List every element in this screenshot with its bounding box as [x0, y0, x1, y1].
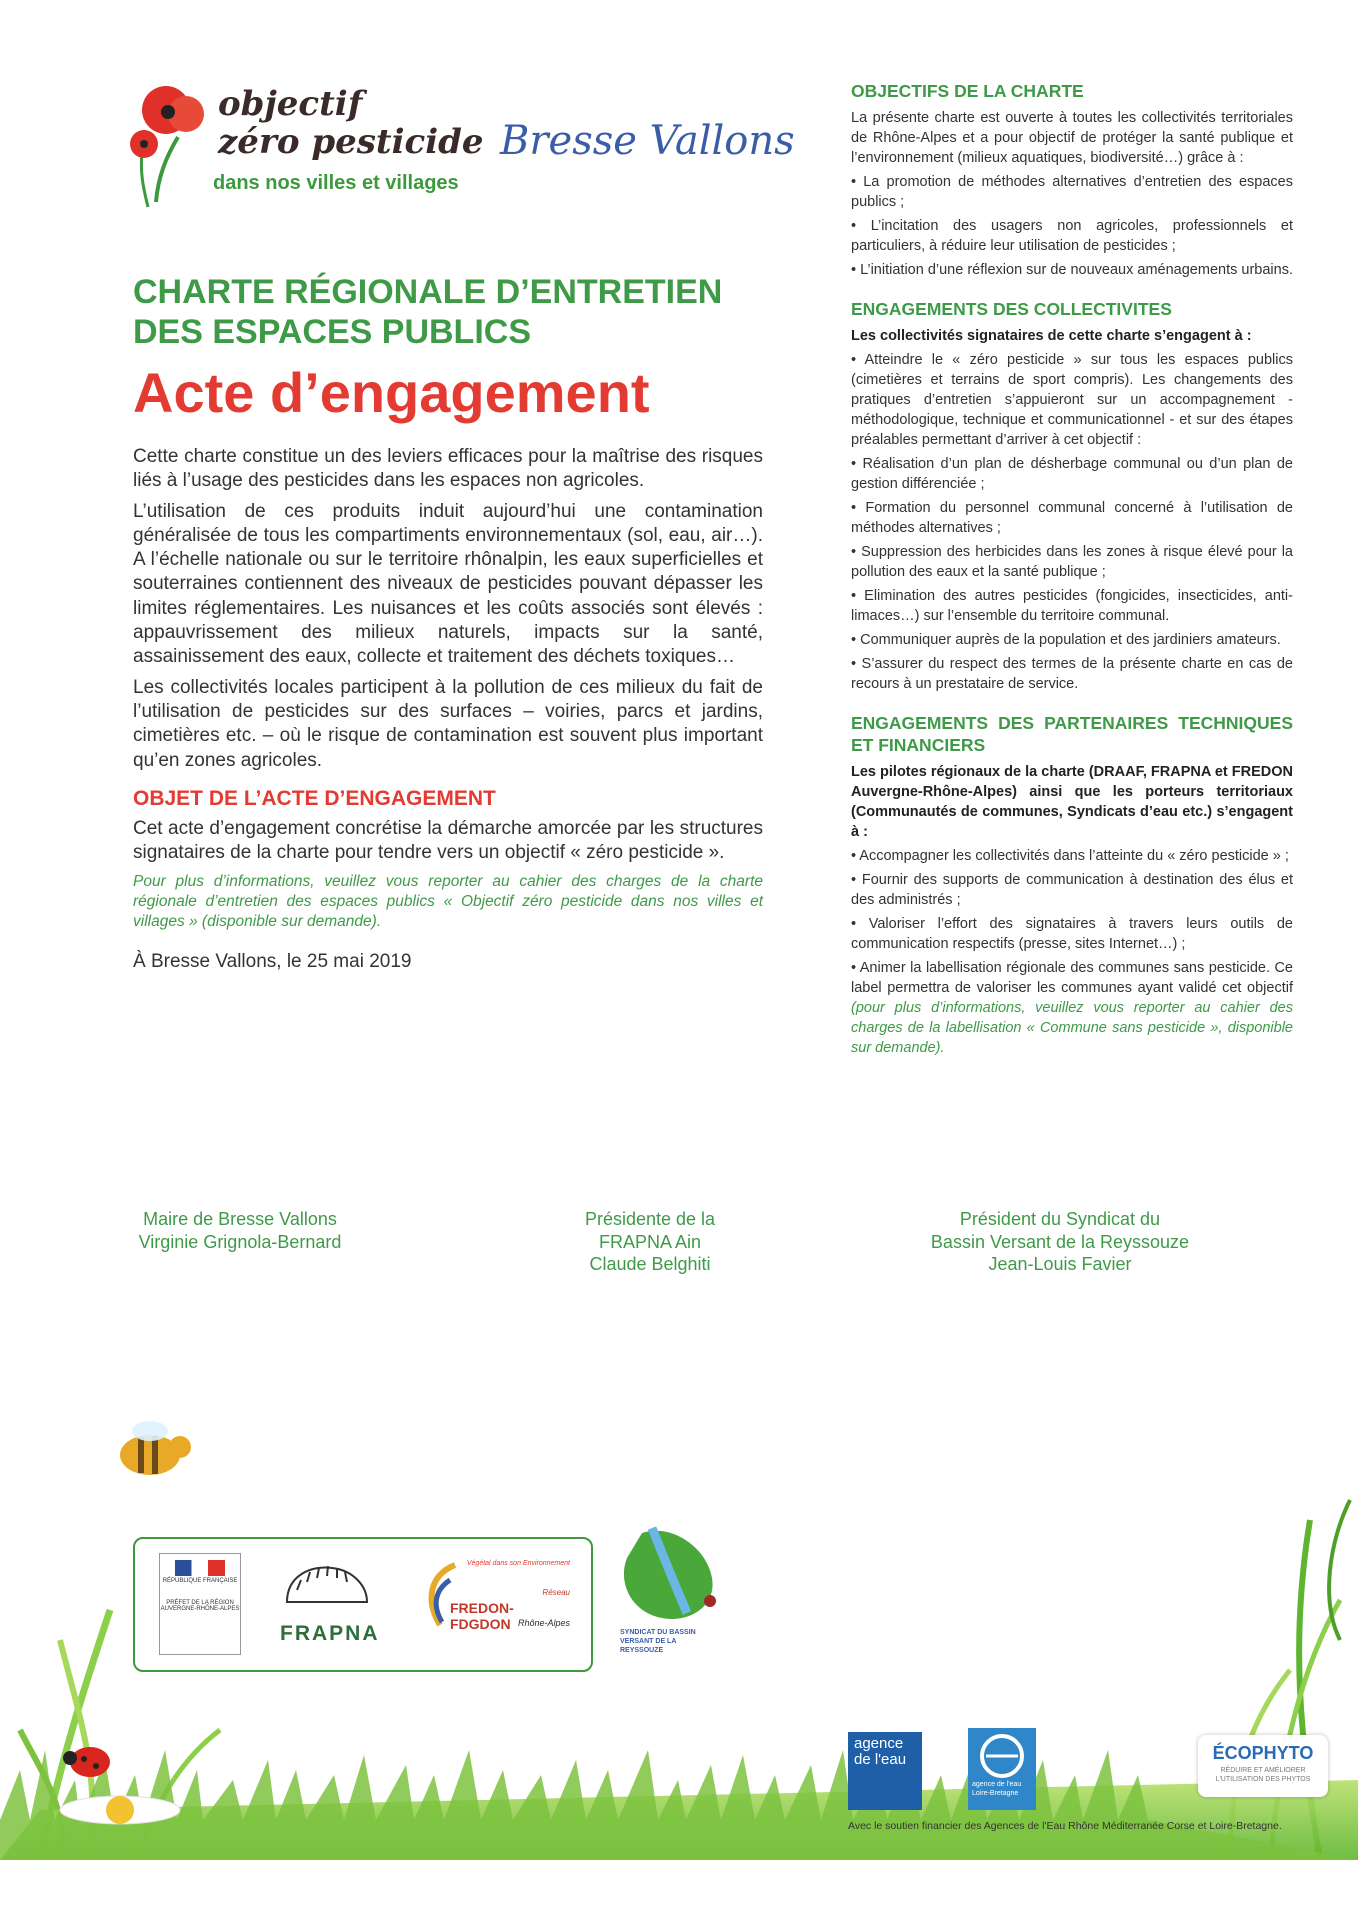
objectif-zero-pesticide-logo [128, 82, 498, 212]
bee-icon [120, 1421, 191, 1475]
fredon-tagline: Végétal dans son Environnement [466, 1560, 570, 1567]
signature-block-syndicat [900, 1208, 1220, 1276]
agence-eau-lb-logo [968, 1728, 1036, 1810]
signature-role: Présidente de la [584, 1209, 716, 1229]
signature-block-frapna [530, 1208, 770, 1276]
list-item: • Réalisation d’un plan de désherbage communal ou d’un plan de gestion différenciée ; [851, 456, 1293, 492]
partenaires-intro: Les pilotes régionaux de la charte (DRAAF, FRAPNA et FREDON Auvergne-Rhône-Alpes) ainsi que les porteurs territoriaux (Communautés de communes, Syndicats d’eau etc.) s’engagent à : [851, 764, 1293, 840]
intro-paragraph: Cette charte constitue un des leviers efficaces pour la maîtrise des risques liés à l’usage des pesticides dans les espaces non agricoles. [133, 446, 763, 492]
ae-icon [976, 1734, 1028, 1778]
right-column [851, 80, 1293, 1062]
charter-title [133, 272, 722, 352]
signature-org: FRAPNA Ain [598, 1231, 702, 1252]
section-title-collectivites: ENGAGEMENTS DES COLLECTIVITES [851, 299, 1172, 319]
context-paragraph: L’utilisation de ces produits induit aujourd’hui une contamination généralisée de tous les compartiments environnementaux (sol, eau, air…). A l’échelle nationale ou sur le territoire rhônalpin, les eaux superficielles et souterraines contiennent des niveaux de pesticides pouvant dépasser les limites réglementaires. Les nuisances et les coûts associés sont élevés : appauvrissement des milieux naturels, impacts sur la santé, assainissement des eaux, collecte et traitement des déchets toxiques… [133, 500, 763, 668]
list-item: • Atteindre le « zéro pesticide » sur tous les espaces publics (cimetières et terrains de sport compris). Les changements des pratiques d’entretien s’appuieront sur un accompagnement - méthodologique, technique et communicationnel - et sur des étapes préalables permettant d’arriver à cet objectif : [851, 352, 1293, 448]
funding-note: Avec le soutien financier des Agences de l'Eau Rhône Méditerranée Corse et Loire-Bretagne. [848, 1820, 1282, 1832]
hedgehog-icon [282, 1560, 372, 1610]
collectivites-paragraph: Les collectivités locales participent à la pollution de ces milieux du fait de l’utilisation de pesticides sur des surfaces – voiries, parcs et jardins, cimetières etc. – où le risque de contamination est souvent plus important qu’en zones agricoles. [133, 676, 763, 771]
agence-lb-text: agence de l'eau Loire-Bretagne [972, 1781, 1022, 1797]
signature-org: Bassin Versant de la Reyssouze [930, 1231, 1190, 1252]
ecophyto-name: ÉCOPHYTO [1212, 1743, 1314, 1763]
prefet-text: PRÉFET DE LA RÉGION AUVERGNE-RHÔNE-ALPES [160, 1600, 240, 1612]
list-item: • L’initiation d’une réflexion sur de nouveaux aménagements urbains. [851, 262, 1293, 278]
fredon-logo [420, 1560, 570, 1650]
collectivites-intro: Les collectivités signataires de cette charte s’engagent à : [851, 328, 1252, 344]
signature-name: Virginie Grignola-Bernard [138, 1231, 342, 1252]
poppy-icon [128, 82, 218, 212]
prefet-logo [159, 1553, 241, 1655]
agence-eau-rmc-logo: agence de l'eau [848, 1732, 922, 1810]
fredon-reseau: Réseau [542, 1588, 570, 1597]
list-item: • Valoriser l’effort des signataires à travers leurs outils de communication respectifs (presse, sites Internet…) ; [851, 916, 1293, 952]
republique-text: RÉPUBLIQUE FRANÇAISE [162, 1578, 238, 1584]
list-item: • La promotion de méthodes alternatives d’entretien des espaces publics ; [851, 174, 1293, 210]
objectifs-intro: La présente charte est ouverte à toutes les collectivités territoriales de Rhône-Alpes et a pour objectif de protéger la santé publique et l’environnement (milieux aquatiques, biodiversité…) grâce à : [851, 110, 1293, 166]
left-column [133, 445, 763, 980]
logo-line-3: dans nos villes et villages [213, 172, 459, 194]
section-title-partenaires: ENGAGEMENTS DES PARTENAIRES TECHNIQUES ET FINANCIERS [851, 713, 1293, 755]
list-item: • L’incitation des usagers non agricoles, professionnels et particuliers, à réduire leur utilisation de pesticides ; [851, 218, 1293, 254]
frapna-logo-text: FRAPNA [280, 1622, 380, 1645]
town-name: Bresse Vallons [500, 118, 795, 164]
charter-title-line-1: CHARTE RÉGIONALE D’ENTRETIEN [133, 273, 723, 311]
syndicat-logo [612, 1523, 732, 1673]
syndicat-text: SYNDICAT DU BASSIN VERSANT DE LA REYSSOUZE [620, 1629, 696, 1654]
signature-block-maire [120, 1208, 360, 1253]
list-item: • Formation du personnel communal concerné à l’utilisation de méthodes alternatives ; [851, 500, 1293, 536]
ladybug-icon [63, 1747, 110, 1777]
labellisation-text: • Animer la labellisation régionale des communes sans pesticide. Ce label permettra de valoriser les communes ayant validé cet objectif [851, 960, 1293, 996]
fredon-name: FREDON-FDGDON [450, 1600, 514, 1632]
syndicat-map-icon [612, 1523, 722, 1628]
marianne-flag-icon [175, 1560, 225, 1576]
signature-name: Claude Belghiti [589, 1254, 711, 1274]
info-note: Pour plus d’informations, veuillez vous reporter au cahier des charges de la charte régionale d’entretien des espaces publics « Objectif zéro pesticide dans nos villes et villages » (disponible sur demande). [133, 872, 763, 930]
section-title-objet: OBJET DE L’ACTE D’ENGAGEMENT [133, 786, 496, 810]
signature-role: Maire de Bresse Vallons [143, 1209, 337, 1229]
list-item: • Suppression des herbicides dans les zones à risque élevé pour la pollution des eaux et la santé publique ; [851, 544, 1293, 580]
list-item: • Accompagner les collectivités dans l’atteinte du « zéro pesticide » ; [851, 848, 1289, 864]
list-item: • S’assurer du respect des termes de la présente charte en cas de recours à un prestataire de service. [851, 656, 1293, 692]
list-item: • Elimination des autres pesticides (fongicides, insecticides, anti-limaces…) sur l’ensemble du territoire communal. [851, 588, 1293, 624]
page-title: Acte d’engagement [133, 361, 650, 424]
ecophyto-tagline: RÉDUIRE ET AMÉLIORER L'UTILISATION DES PHYTOS [1215, 1767, 1311, 1783]
labellisation-note: (pour plus d’informations, veuillez vous reporter au cahier des charges de la labellisation « Commune sans pesticide », disponible sur demande). [851, 1000, 1293, 1056]
fredon-region: Rhône-Alpes [517, 1618, 570, 1628]
list-item: • Fournir des supports de communication à destination des élus et des administrés ; [851, 872, 1293, 908]
signature-role: Président du Syndicat du [959, 1209, 1161, 1229]
daisy-icon [60, 1796, 180, 1824]
signature-name: Jean-Louis Favier [988, 1254, 1132, 1274]
objet-paragraph: Cet acte d’engagement concrétise la démarche amorcée par les structures signataires de la charte pour tendre vers un objectif « zéro pesticide ». [133, 818, 763, 864]
logo-line-2: zéro pesticide [218, 122, 484, 162]
section-title-objectifs: OBJECTIFS DE LA CHARTE [851, 81, 1084, 101]
date-place: À Bresse Vallons, le 25 mai 2019 [133, 950, 412, 972]
logo-line-1: objectif [218, 84, 363, 124]
list-item: • Communiquer auprès de la population et des jardiniers amateurs. [851, 632, 1281, 648]
charter-title-line-2: DES ESPACES PUBLICS [133, 313, 532, 351]
ecophyto-logo [1198, 1735, 1328, 1797]
list-item [851, 958, 1293, 1058]
